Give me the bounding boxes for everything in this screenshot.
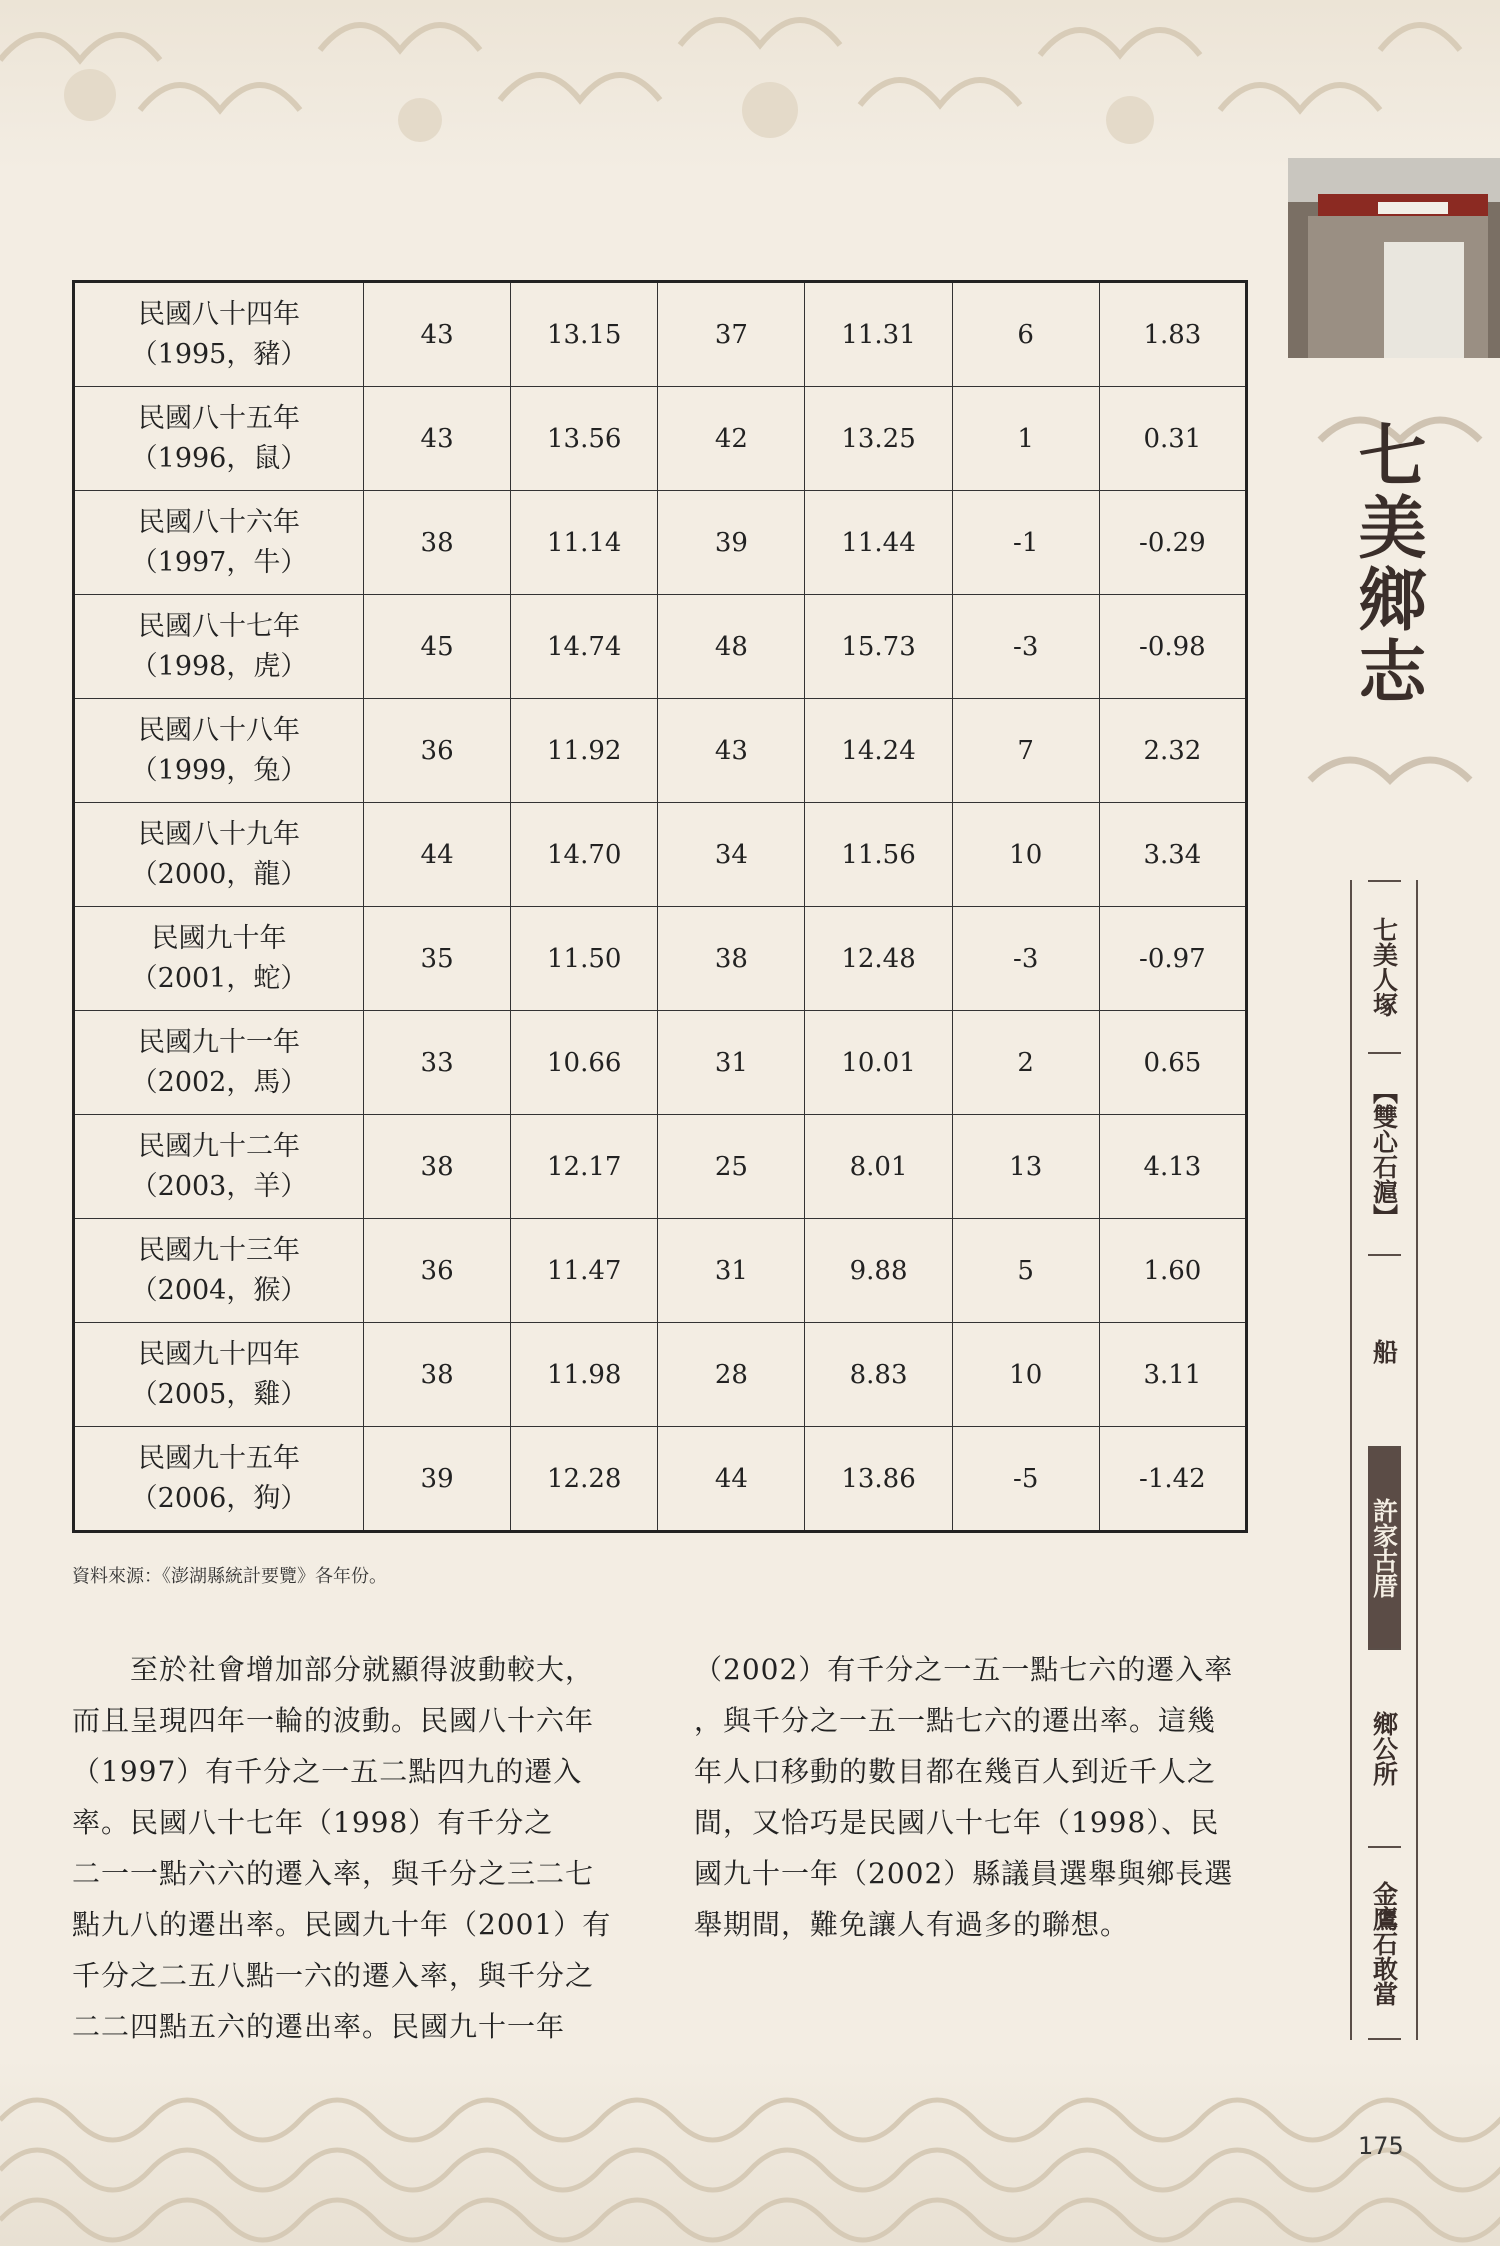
value-cell: 35 <box>364 907 511 1011</box>
body-line: 而且呈現四年一輪的波動。民國八十六年 <box>72 1704 595 1737</box>
table-row <box>74 1115 1247 1219</box>
roc-year: 民國八十七年 <box>138 610 300 642</box>
value-cell: 10.01 <box>805 1011 952 1115</box>
ce-year: （1996，鼠） <box>130 442 308 474</box>
value-cell: 13.25 <box>805 387 952 491</box>
year-cell <box>74 595 364 699</box>
side-tab-xu-house[interactable]: 許家古厝 <box>1368 1448 1401 1650</box>
value-cell: 14.24 <box>805 699 952 803</box>
cloud-header-decoration <box>0 0 1500 170</box>
ce-year: （2000，龍） <box>130 858 308 890</box>
value-cell: 9.88 <box>805 1219 952 1323</box>
value-cell: 11.98 <box>511 1323 658 1427</box>
value-cell: 37 <box>658 282 805 387</box>
value-cell: -1.42 <box>1099 1427 1246 1532</box>
body-line: （1997）有千分之一五二點四九的遷入 <box>72 1755 583 1788</box>
ce-year: （1998，虎） <box>130 650 308 682</box>
table-row <box>74 1011 1247 1115</box>
year-cell <box>74 1219 364 1323</box>
body-line: 點九八的遷出率。民國九十年（2001）有 <box>72 1908 612 1941</box>
year-cell <box>74 699 364 803</box>
value-cell: -0.97 <box>1099 907 1246 1011</box>
value-cell: 0.31 <box>1099 387 1246 491</box>
side-tab-twin-hearts[interactable]: 【雙心石滬】 <box>1368 1054 1401 1256</box>
value-cell: 8.83 <box>805 1323 952 1427</box>
value-cell: -0.29 <box>1099 491 1246 595</box>
value-cell: -5 <box>952 1427 1099 1532</box>
value-cell: 13 <box>952 1115 1099 1219</box>
value-cell: 10 <box>952 1323 1099 1427</box>
value-cell: 13.86 <box>805 1427 952 1532</box>
value-cell: 36 <box>364 1219 511 1323</box>
value-cell: 7 <box>952 699 1099 803</box>
side-tab-eagle-stone[interactable]: 金鷹石敢當 <box>1368 1848 1401 2040</box>
body-line: （2002）有千分之一五一點七六的遷入率 <box>694 1653 1234 1686</box>
side-tab-township-office[interactable]: 鄉公所 <box>1368 1650 1401 1848</box>
table-row <box>74 699 1247 803</box>
value-cell: 12.28 <box>511 1427 658 1532</box>
side-tab-bar <box>1350 880 1418 2040</box>
table-row <box>74 803 1247 907</box>
ce-year: （2002，馬） <box>130 1066 308 1098</box>
value-cell: 4.13 <box>1099 1115 1246 1219</box>
value-cell: 28 <box>658 1323 805 1427</box>
side-tab-boat[interactable]: 船 <box>1368 1256 1401 1448</box>
value-cell: 33 <box>364 1011 511 1115</box>
value-cell: 34 <box>658 803 805 907</box>
value-cell: 10.66 <box>511 1011 658 1115</box>
value-cell: 12.48 <box>805 907 952 1011</box>
value-cell: 48 <box>658 595 805 699</box>
table-row <box>74 387 1247 491</box>
wave-footer-decoration <box>0 2060 1500 2246</box>
table-row <box>74 907 1247 1011</box>
value-cell: 45 <box>364 595 511 699</box>
roc-year: 民國八十五年 <box>138 402 300 434</box>
ce-year: （2001，蛇） <box>130 962 308 994</box>
year-cell <box>74 1011 364 1115</box>
value-cell: 0.65 <box>1099 1011 1246 1115</box>
body-line: 國九十一年（2002）縣議員選舉與鄉長選 <box>694 1857 1234 1890</box>
body-line: 舉期間，難免讓人有過多的聯想。 <box>694 1908 1130 1941</box>
value-cell: -3 <box>952 595 1099 699</box>
value-cell: 11.44 <box>805 491 952 595</box>
table-row <box>74 1323 1247 1427</box>
value-cell: 25 <box>658 1115 805 1219</box>
value-cell: 43 <box>364 282 511 387</box>
historic-house-photo <box>1288 158 1500 358</box>
value-cell: 3.11 <box>1099 1323 1246 1427</box>
value-cell: 44 <box>364 803 511 907</box>
roc-year: 民國八十八年 <box>138 714 300 746</box>
year-cell <box>74 491 364 595</box>
value-cell: -0.98 <box>1099 595 1246 699</box>
value-cell: 1 <box>952 387 1099 491</box>
value-cell: 11.92 <box>511 699 658 803</box>
value-cell: 38 <box>364 1323 511 1427</box>
roc-year: 民國九十三年 <box>138 1234 300 1266</box>
body-line: 至於社會增加部分就顯得波動較大， <box>72 1653 595 1686</box>
value-cell: 11.56 <box>805 803 952 907</box>
table-row <box>74 491 1247 595</box>
ce-year: （1997，牛） <box>130 546 308 578</box>
value-cell: 15.73 <box>805 595 952 699</box>
year-cell <box>74 1427 364 1532</box>
body-text-left <box>72 1644 620 2052</box>
value-cell: 11.31 <box>805 282 952 387</box>
body-text-right <box>694 1644 1242 1950</box>
value-cell: 8.01 <box>805 1115 952 1219</box>
value-cell: 2.32 <box>1099 699 1246 803</box>
side-tab-qimei-tomb[interactable]: 七美人塚 <box>1368 880 1401 1054</box>
body-line: ，與千分之一五一點七六的遷出率。這幾 <box>694 1704 1217 1737</box>
value-cell: 3.34 <box>1099 803 1246 907</box>
value-cell: 39 <box>658 491 805 595</box>
photo-door <box>1384 242 1464 358</box>
body-line: 年人口移動的數目都在幾百人到近千人之 <box>694 1755 1217 1788</box>
value-cell: 6 <box>952 282 1099 387</box>
year-cell <box>74 387 364 491</box>
value-cell: -3 <box>952 907 1099 1011</box>
book-title: 七美鄉志 <box>1347 420 1427 708</box>
value-cell: 11.14 <box>511 491 658 595</box>
body-line: 二二四點五六的遷出率。民國九十一年 <box>72 2010 566 2043</box>
roc-year: 民國八十九年 <box>138 818 300 850</box>
value-cell: 36 <box>364 699 511 803</box>
roc-year: 民國八十六年 <box>138 506 300 538</box>
value-cell: 44 <box>658 1427 805 1532</box>
ce-year: （1999，兔） <box>130 754 308 786</box>
wave-pattern-icon <box>0 2060 1500 2246</box>
page-number: 175 <box>1358 2132 1404 2160</box>
roc-year: 民國九十年 <box>151 922 287 954</box>
table-row <box>74 282 1247 387</box>
source-note: 資料來源：《澎湖縣統計要覽》各年份。 <box>72 1566 387 1587</box>
value-cell: 12.17 <box>511 1115 658 1219</box>
value-cell: 1.60 <box>1099 1219 1246 1323</box>
body-line: 二一一點六六的遷入率，與千分之三二七 <box>72 1857 595 1890</box>
roc-year: 民國九十二年 <box>138 1130 300 1162</box>
value-cell: 10 <box>952 803 1099 907</box>
ce-year: （2006，狗） <box>130 1482 308 1514</box>
value-cell: 14.70 <box>511 803 658 907</box>
table-row <box>74 1219 1247 1323</box>
roc-year: 民國九十五年 <box>138 1442 300 1474</box>
value-cell: 11.50 <box>511 907 658 1011</box>
year-cell <box>74 907 364 1011</box>
table-row <box>74 1427 1247 1532</box>
value-cell: 1.83 <box>1099 282 1246 387</box>
table-row <box>74 595 1247 699</box>
value-cell: 42 <box>658 387 805 491</box>
ce-year: （1995，豬） <box>130 338 308 370</box>
value-cell: 38 <box>364 491 511 595</box>
value-cell: 2 <box>952 1011 1099 1115</box>
roc-year: 民國九十一年 <box>138 1026 300 1058</box>
year-cell <box>74 1115 364 1219</box>
year-cell <box>74 803 364 907</box>
ce-year: （2003，羊） <box>130 1170 308 1202</box>
value-cell: 31 <box>658 1011 805 1115</box>
photo-plaque <box>1378 202 1448 214</box>
year-cell <box>74 1323 364 1427</box>
value-cell: 31 <box>658 1219 805 1323</box>
value-cell: 38 <box>658 907 805 1011</box>
year-cell <box>74 282 364 387</box>
population-stats-table <box>72 280 1248 1533</box>
value-cell: 38 <box>364 1115 511 1219</box>
value-cell: -1 <box>952 491 1099 595</box>
value-cell: 13.15 <box>511 282 658 387</box>
roc-year: 民國九十四年 <box>138 1338 300 1370</box>
value-cell: 13.56 <box>511 387 658 491</box>
table-body <box>74 282 1247 1532</box>
roc-year: 民國八十四年 <box>138 298 300 330</box>
ce-year: （2004，猴） <box>130 1274 308 1306</box>
body-line: 率。民國八十七年（1998）有千分之 <box>72 1806 554 1839</box>
ce-year: （2005，雞） <box>130 1378 308 1410</box>
value-cell: 5 <box>952 1219 1099 1323</box>
value-cell: 11.47 <box>511 1219 658 1323</box>
value-cell: 39 <box>364 1427 511 1532</box>
body-line: 間，又恰巧是民國八十七年（1998）、民 <box>694 1806 1220 1839</box>
value-cell: 43 <box>364 387 511 491</box>
value-cell: 14.74 <box>511 595 658 699</box>
cloud-pattern-icon <box>0 0 1500 170</box>
body-line: 千分之二五八點一六的遷入率，與千分之 <box>72 1959 595 1992</box>
value-cell: 43 <box>658 699 805 803</box>
